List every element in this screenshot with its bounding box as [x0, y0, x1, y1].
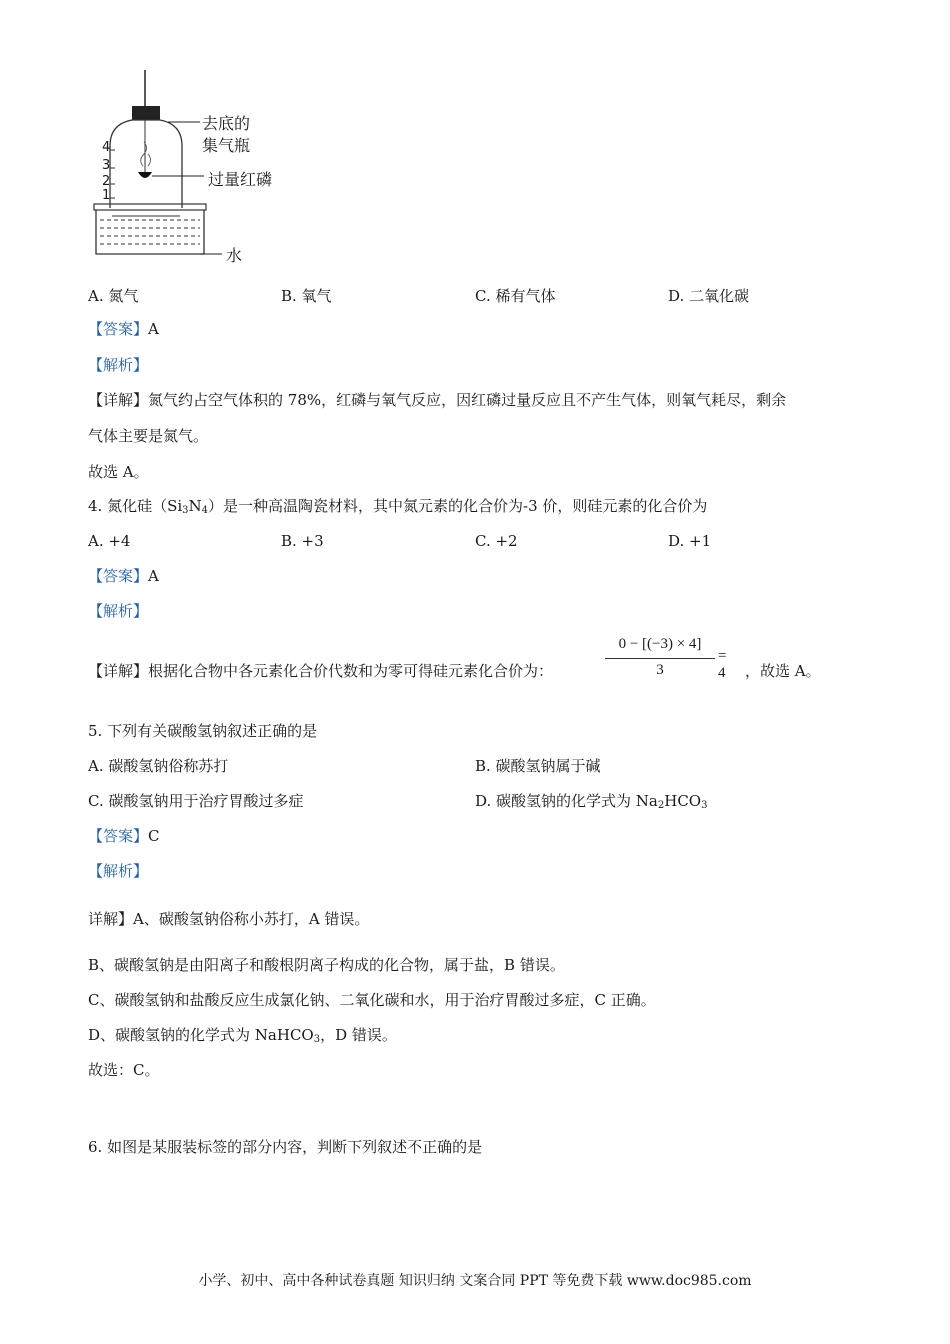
- fraction-result: = 4: [718, 648, 727, 681]
- q4-option-b: B. +3: [281, 532, 324, 550]
- q3-answer: [88, 319, 159, 339]
- q5-conclusion: 故选：C。: [88, 1061, 160, 1079]
- q4-stem-sub2: 4: [201, 505, 209, 516]
- q3-option-c: C. 稀有气体: [475, 287, 556, 305]
- scale-label-4: 4: [102, 140, 111, 155]
- detail-tag: 【详解】: [88, 391, 149, 409]
- q3-option-a: A. 氮气: [88, 287, 139, 305]
- q6-stem: 6. 如图是某服装标签的部分内容，判断下列叙述不正确的是: [88, 1138, 483, 1156]
- detail-tag: 【详解】: [88, 662, 149, 680]
- fraction-numerator: 0 − [(−3) × 4]: [618, 636, 702, 652]
- scale-label-3: 3: [102, 158, 111, 173]
- q4-detail-end: ，故选 A。: [745, 662, 821, 680]
- q4-option-c: C. +2: [475, 532, 518, 550]
- q4-stem-prefix: 4. 氮化硅（Si: [88, 497, 183, 515]
- phosphorus-label: 过量红磷: [208, 170, 273, 189]
- fraction-denominator: 3: [656, 662, 664, 678]
- apparatus-figure: [88, 68, 298, 268]
- q5-answer: [88, 826, 160, 846]
- q3-option-b: B. 氧气: [281, 287, 332, 305]
- fraction-bar: [605, 658, 715, 659]
- scale-label-2: 2: [102, 174, 111, 189]
- q5-detail-line4: [88, 1025, 397, 1045]
- rubber-stopper: [132, 106, 160, 120]
- q4-option-a: A. +4: [88, 532, 131, 550]
- q5-option-a: A. 碳酸氢钠俗称苏打: [88, 757, 229, 775]
- q5-detail-line4-sub: 3: [313, 1034, 321, 1045]
- q4-analysis-tag: 【解析】: [88, 602, 149, 620]
- answer-value: C: [148, 827, 160, 845]
- q4-answer: [88, 566, 159, 586]
- q3-detail-line1: [88, 390, 786, 410]
- q4-detail: [88, 661, 553, 681]
- page-footer: 小学、初中、高中各种试卷真题 知识归纳 文案合同 PPT 等免费下载 www.doc985.com: [198, 1273, 752, 1289]
- bottle-label-line1: 去底的: [202, 114, 251, 133]
- q5-option-d: [475, 791, 707, 811]
- q5-option-d-sub2: 3: [701, 800, 708, 811]
- answer-tag: 【答案】: [88, 827, 149, 845]
- detail-text: 氮气约占空气体积的 78%，红磷与氧气反应，因红磷过量反应且不产生气体，则氧气耗尽，剩余: [148, 391, 787, 409]
- q5-option-d-suffix: HCO: [664, 792, 702, 810]
- q5-detail-line1: 详解】A、碳酸氢钠俗称小苏打，A 错误。: [88, 910, 370, 928]
- q4-fraction: [605, 634, 735, 684]
- q3-detail-line2: 气体主要是氮气。: [88, 427, 209, 445]
- answer-value: A: [148, 320, 159, 338]
- detail-text: 根据化合物中各元素化合价代数和为零可得硅元素化合价为：: [148, 662, 554, 680]
- q5-detail-line4-prefix: D、碳酸氢钠的化学式为 NaHCO: [88, 1026, 314, 1044]
- bell-jar-diagram: [88, 68, 298, 268]
- answer-tag: 【答案】: [88, 567, 149, 585]
- q5-detail-line4-suffix: ，D 错误。: [320, 1026, 397, 1044]
- q4-stem-mid: N: [188, 497, 202, 515]
- q5-analysis-tag: 【解析】: [88, 862, 149, 880]
- answer-tag: 【答案】: [88, 320, 149, 338]
- water-label: 水: [226, 246, 243, 265]
- bottle-label-line2: 集气瓶: [202, 136, 251, 155]
- q3-analysis-tag: 【解析】: [88, 356, 149, 374]
- q4-stem-suffix: ）是一种高温陶瓷材料，其中氮元素的化合价为-3 价，则硅元素的化合价为: [208, 497, 708, 515]
- q3-conclusion: 故选 A。: [88, 463, 149, 481]
- q5-option-d-prefix: D. 碳酸氢钠的化学式为 Na: [475, 792, 658, 810]
- q5-option-c: C. 碳酸氢钠用于治疗胃酸过多症: [88, 792, 304, 810]
- answer-value: A: [148, 567, 159, 585]
- phosphorus-spoon: [138, 172, 152, 178]
- q5-option-b: B. 碳酸氢钠属于碱: [475, 757, 601, 775]
- q5-stem: 5. 下列有关碳酸氢钠叙述正确的是: [88, 722, 318, 740]
- q5-detail-line2: B、碳酸氢钠是由阳离子和酸根阴离子构成的化合物，属于盐，B 错误。: [88, 956, 565, 974]
- scale-label-1: 1: [102, 188, 111, 203]
- q4-stem-sub1: 3: [182, 505, 189, 516]
- q4-stem: [88, 496, 707, 516]
- q5-detail-line3: C、碳酸氢钠和盐酸反应生成氯化钠、二氧化碳和水，用于治疗胃酸过多症，C 正确。: [88, 991, 656, 1009]
- q5-option-d-sub: 2: [657, 800, 665, 811]
- q3-option-d: D. 二氧化碳: [668, 287, 750, 305]
- q4-option-d: D. +1: [668, 532, 712, 550]
